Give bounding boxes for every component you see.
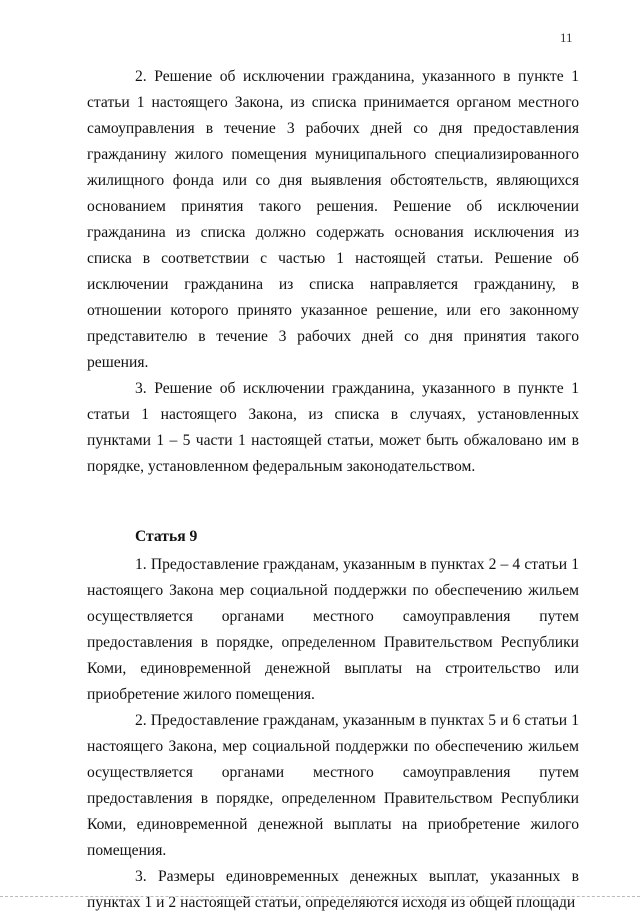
article-heading: Статья 9 — [135, 528, 198, 545]
document-body — [87, 64, 579, 916]
paragraph-9-3: 3. Размеры единовременных денежных выплат, указанных в пунктах 1 и 2 настоящей статьи, определяются исходя из общей площади — [87, 868, 579, 911]
paragraph-8-3: 3. Решение об исключении гражданина, указанного в пункте 1 статьи 1 настоящего Закона, из списка в случаях, установленных пунктами 1 – 5 части 1 настоящей статьи, может быть обжаловано им в порядке, установленном федеральным законодательством. — [87, 380, 579, 475]
paragraph-9-2: 2. Предоставление гражданам, указанным в пунктах 5 и 6 статьи 1 настоящего Закона, мер социальной поддержки по обеспечению жильем осуществляется органами местного самоуправления путем предоставления в порядке, определенном Правительством Республики Коми, единовременной денежной выплаты на приобретение жилого помещения. — [87, 712, 579, 859]
page-number: 11 — [560, 30, 573, 45]
paragraph-8-2: 2. Решение об исключении гражданина, указанного в пункте 1 статьи 1 настоящего Закона, из списка принимается органом местного самоуправления в течение 3 рабочих дней со дня предоставления гражданину жилого помещения муниципального специализированного жилищного фонда или со дня выявления обстоятельств, являющихся основанием принятия такого решения. Решение об исключении гражданина из списка должно содержать основания исключения из списка в соответствии с частью 1 настоящей статьи. Решение об исключении гражданина из списка направляется гражданину, в отношении которого принято указанное решение, или его законному представителю в течение 3 рабочих дней со дня принятия такого решения. — [87, 68, 579, 371]
paragraph-9-1: 1. Предоставление гражданам, указанным в пунктах 2 – 4 статьи 1 настоящего Закона мер социальной поддержки по обеспечению жильем осуществляется органами местного самоуправления путем предоставления в порядке, определенном Правительством Республики Коми, единовременной денежной выплаты на строительство или приобретение жилого помещения. — [87, 556, 579, 703]
scan-bottom-edge — [0, 896, 640, 897]
